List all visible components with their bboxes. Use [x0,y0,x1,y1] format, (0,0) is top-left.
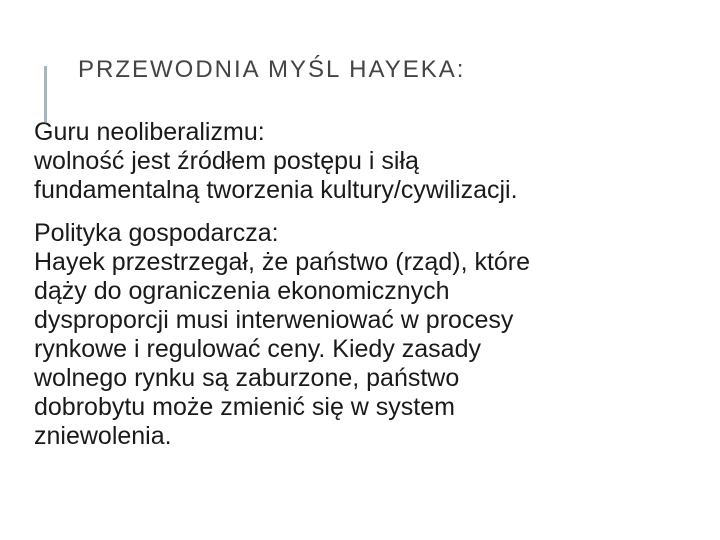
paragraph-line: wolność jest źródłem postępu i siłą [34,147,419,175]
paragraph-line: zniewolenia. [34,422,172,450]
paragraph-line: dysproporcji musi interweniować w procesy [34,306,514,334]
slide-title: PRZEWODNIA MYŚL HAYEKA: [78,56,466,83]
paragraph-line: Polityka gospodarcza: [34,219,279,247]
paragraph-line: wolnego rynku są zaburzone, państwo [34,364,460,392]
paragraph-neoliberalism [34,118,694,205]
paragraph-line: dobrobytu może zmienić się w system [34,393,455,421]
paragraph-line: Guru neoliberalizmu: [34,118,265,146]
paragraph-line: dąży do ograniczenia ekonomicznych [34,277,450,305]
slide-content [34,118,694,465]
paragraph-economic-policy [34,219,694,451]
paragraph-line: rynkowe i regulować ceny. Kiedy zasady [34,335,481,363]
paragraph-line: fundamentalną tworzenia kultury/cywilizacji. [34,176,518,204]
title-accent-bar [44,66,47,122]
paragraph-line: Hayek przestrzegał, że państwo (rząd), które [34,248,531,276]
